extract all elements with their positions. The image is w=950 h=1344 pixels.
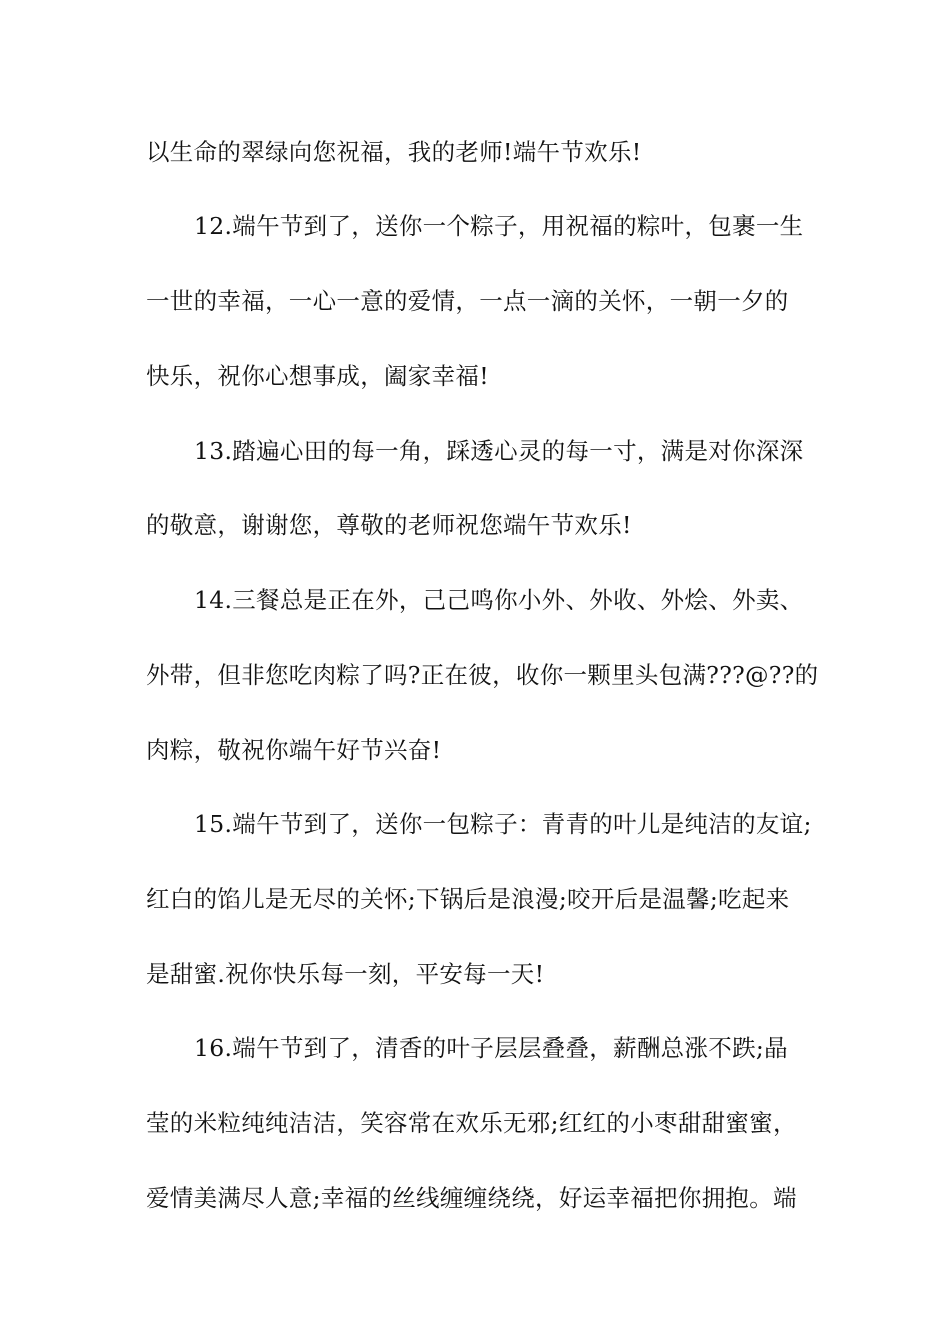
text-line: 莹的米粒纯纯洁洁，笑容常在欢乐无邪;红红的小枣甜甜蜜蜜， bbox=[146, 1109, 797, 1137]
text-line: 肉粽，敬祝你端午好节兴奋! bbox=[146, 736, 442, 764]
paragraph-12-start: 12.端午节到了，送你一个粽子，用祝福的粽叶，包裹一生 bbox=[194, 212, 804, 240]
text-line: 的敬意，谢谢您，尊敬的老师祝您端午节欢乐! bbox=[146, 511, 632, 539]
paragraph-15-start: 15.端午节到了，送你一包粽子：青青的叶儿是纯洁的友谊; bbox=[194, 810, 812, 838]
text-line: 一世的幸福，一心一意的爱情，一点一滴的关怀，一朝一夕的 bbox=[146, 287, 789, 315]
text-line: 以生命的翠绿向您祝福，我的老师!端午节欢乐! bbox=[146, 138, 642, 166]
text-line: 是甜蜜.祝你快乐每一刻，平安每一天! bbox=[146, 960, 545, 988]
text-line: 红白的馅儿是无尽的关怀;下锅后是浪漫;咬开后是温馨;吃起来 bbox=[146, 885, 790, 913]
paragraph-13-start: 13.踏遍心田的每一角，踩透心灵的每一寸，满是对你深深 bbox=[194, 437, 804, 465]
text-line: 快乐，祝你心想事成，阖家幸福! bbox=[146, 362, 489, 390]
paragraph-16-start: 16.端午节到了，清香的叶子层层叠叠，薪酬总涨不跌;晶 bbox=[194, 1034, 788, 1062]
text-line: 爱情美满尽人意;幸福的丝线缠缠绕绕，好运幸福把你拥抱。端 bbox=[146, 1184, 797, 1212]
paragraph-14-start: 14.三餐总是正在外，己己鸣你小外、外收、外烩、外卖、 bbox=[194, 586, 804, 614]
text-line: 外带，但非您吃肉粽了吗?正在彼，收你一颗里头包满???@??的 bbox=[146, 661, 819, 689]
